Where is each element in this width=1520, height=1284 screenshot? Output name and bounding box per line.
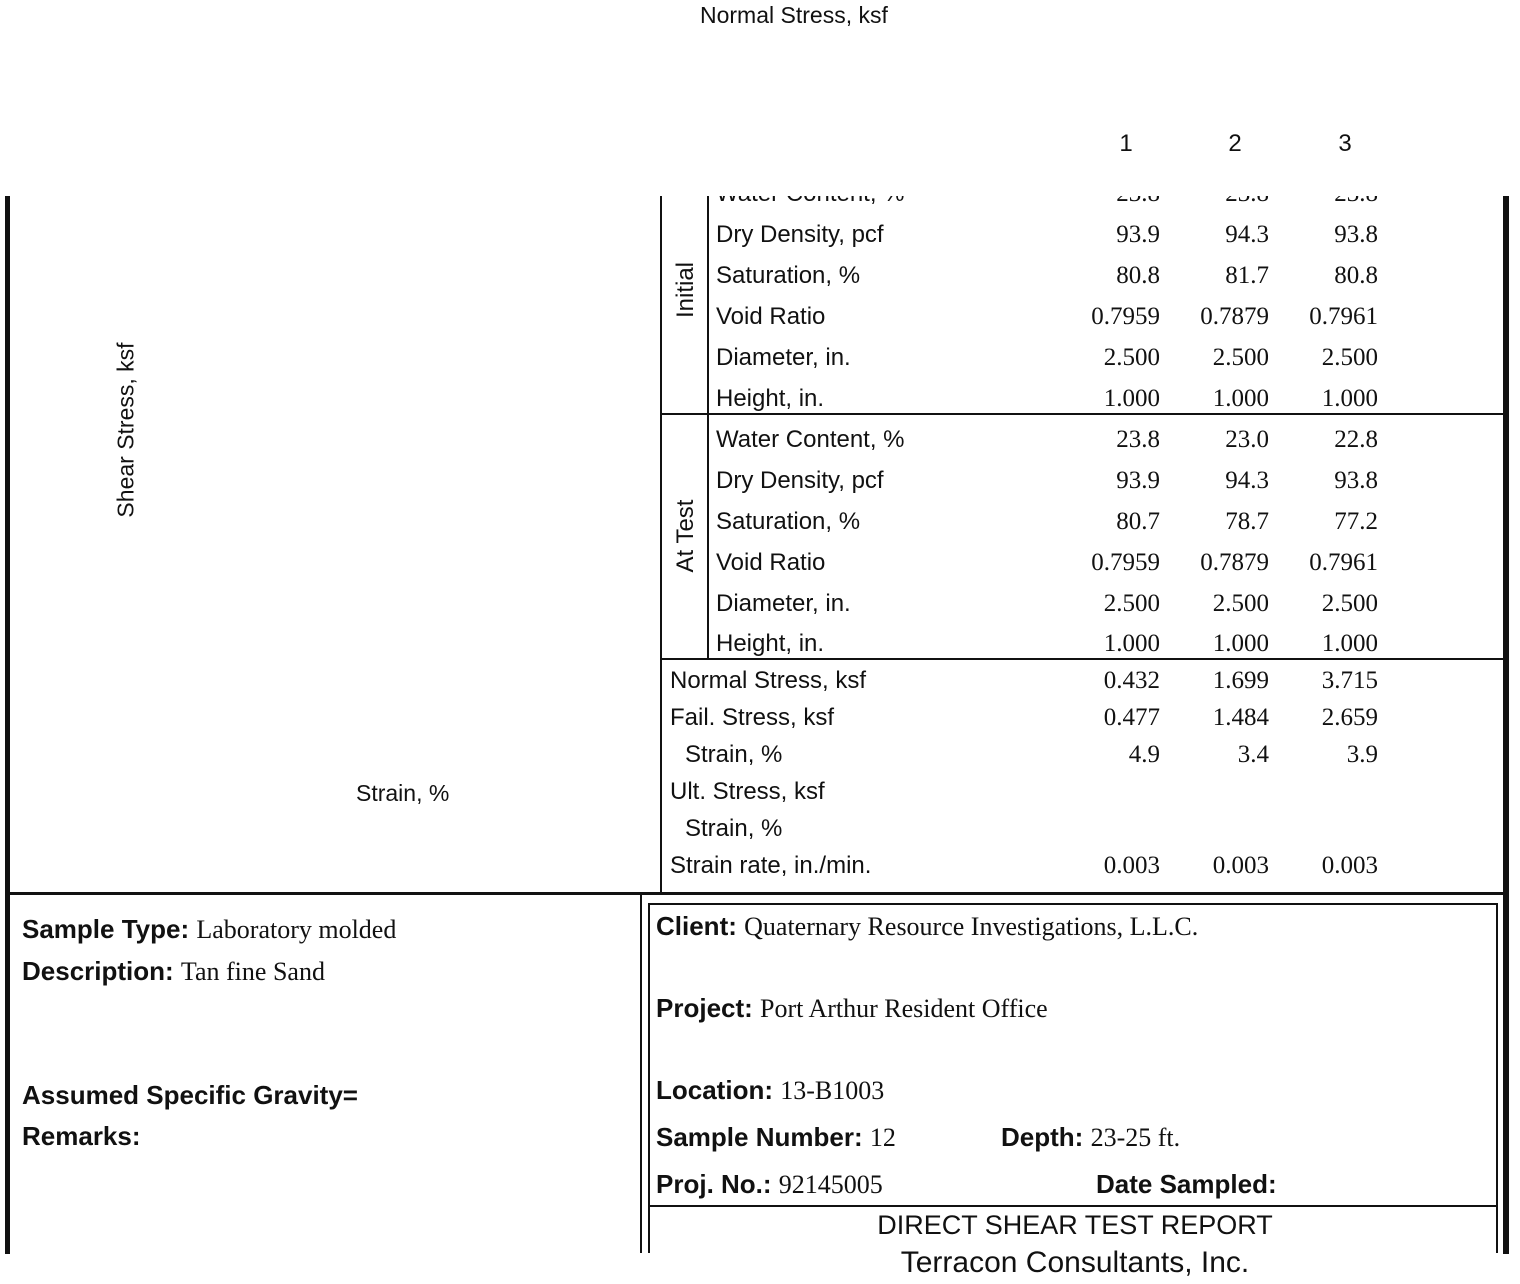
table-cell: 0.003 xyxy=(1103,852,1160,879)
table-cell: 93.8 xyxy=(1334,467,1378,494)
initial-group-label: Initial xyxy=(672,261,699,319)
table-row-label: Strain rate, in./min. xyxy=(670,852,872,879)
column-header-3: 3 xyxy=(1338,130,1352,157)
sample-type-value: Laboratory molded xyxy=(196,915,397,944)
client xyxy=(656,911,1198,942)
table-row-label: Water Content, % xyxy=(716,426,905,453)
table-cell: 1.000 xyxy=(1103,630,1160,657)
table-cell: 1.484 xyxy=(1212,704,1269,731)
project xyxy=(656,993,1048,1024)
shear-stress-axis-label: Shear Stress, ksf xyxy=(112,342,139,518)
info-left-border-inner xyxy=(648,903,650,1253)
table-cell: 2.500 xyxy=(1103,590,1160,617)
table-cell: 0.7961 xyxy=(1309,549,1378,576)
table-row-label: Dry Density, pcf xyxy=(716,467,884,494)
depth-label: Depth: xyxy=(1001,1122,1084,1152)
table-row-label: Saturation, % xyxy=(716,508,861,535)
proj-no-label: Proj. No.: xyxy=(656,1169,772,1199)
table-cell: 81.7 xyxy=(1225,262,1269,289)
column-header-1: 1 xyxy=(1119,130,1133,157)
table-cell: 80.8 xyxy=(1116,262,1160,289)
table-cell: 0.7879 xyxy=(1200,303,1269,330)
table-cell: 2.500 xyxy=(1212,344,1269,371)
table-cell: 1.000 xyxy=(1103,385,1160,412)
depth xyxy=(1001,1122,1180,1153)
bottom-section-rule xyxy=(5,892,1509,895)
at-test-bottom-rule xyxy=(660,658,1505,660)
table-cell: 1.000 xyxy=(1321,385,1378,412)
table-row-label: Ult. Stress, ksf xyxy=(670,778,825,805)
client-label: Client: xyxy=(656,911,737,941)
table-cell: 3.715 xyxy=(1321,667,1378,694)
info-right-border xyxy=(1496,903,1498,1253)
description-label: Description: xyxy=(22,956,174,986)
sample-number xyxy=(656,1122,896,1153)
table-row-label: Height, in. xyxy=(716,630,825,657)
report-title: DIRECT SHEAR TEST REPORT xyxy=(877,1210,1273,1240)
table-cell: 4.9 xyxy=(1128,741,1160,768)
table-cell: 94.3 xyxy=(1225,467,1269,494)
specific-gravity-label: Assumed Specific Gravity= xyxy=(22,1080,358,1110)
at-test-group-label: At Test xyxy=(672,499,699,573)
table-cell: 1.000 xyxy=(1321,630,1378,657)
project-value: Port Arthur Resident Office xyxy=(760,994,1048,1023)
table-cell: 0.7879 xyxy=(1200,549,1269,576)
table-row-label: Fail. Stress, ksf xyxy=(670,704,835,731)
strain-axis-label: Strain, % xyxy=(356,780,450,806)
table-row-label: Normal Stress, ksf xyxy=(670,667,867,694)
table-row-label: Dry Density, pcf xyxy=(716,221,884,248)
table-cell: 1.000 xyxy=(1212,630,1269,657)
table-cell: 94.3 xyxy=(1225,221,1269,248)
table-cell: 0.7959 xyxy=(1091,303,1160,330)
sample-type xyxy=(22,914,396,945)
specific-gravity xyxy=(22,1080,358,1111)
table-row-label: Void Ratio xyxy=(716,549,826,576)
table-cell: 2.500 xyxy=(1321,344,1378,371)
column-header-2: 2 xyxy=(1228,130,1242,157)
table-cell: 0.432 xyxy=(1103,667,1160,694)
depth-value: 23-25 ft. xyxy=(1090,1123,1181,1152)
table-cell: 23.8 xyxy=(1116,426,1160,453)
initial-bottom-rule xyxy=(660,413,1505,415)
client-value: Quaternary Resource Investigations, L.L.C. xyxy=(744,912,1199,941)
info-left-border-outer xyxy=(640,895,642,1253)
table-cell: 0.477 xyxy=(1103,704,1160,731)
table-cell: 2.500 xyxy=(1103,344,1160,371)
info-top-border xyxy=(648,903,1498,905)
proj-no xyxy=(656,1169,883,1200)
group-divider xyxy=(707,196,709,658)
description-value: Tan fine Sand xyxy=(180,957,325,986)
proj-no-value: 92145005 xyxy=(778,1170,883,1199)
company-name: Terracon Consultants, Inc. xyxy=(900,1246,1250,1279)
remarks xyxy=(22,1121,141,1152)
location xyxy=(656,1075,884,1106)
table-cell: 78.7 xyxy=(1225,508,1269,535)
table-cell: 22.8 xyxy=(1334,426,1378,453)
remarks-label: Remarks: xyxy=(22,1121,141,1151)
table-cell: 93.8 xyxy=(1334,221,1378,248)
table-cell: 93.9 xyxy=(1116,467,1160,494)
table-cell: 77.2 xyxy=(1334,508,1378,535)
table-row-label: Strain, % xyxy=(685,815,783,842)
table-cell: 0.003 xyxy=(1212,852,1269,879)
table-cell: 3.9 xyxy=(1346,741,1378,768)
left-border xyxy=(5,196,10,1254)
table-cell: 80.7 xyxy=(1116,508,1160,535)
table-cell: 23.0 xyxy=(1225,426,1269,453)
normal-stress-axis-label: Normal Stress, ksf xyxy=(700,2,888,28)
location-value: 13-B1003 xyxy=(780,1076,885,1105)
date-sampled-label: Date Sampled: xyxy=(1096,1169,1277,1199)
table-row-label: Strain, % xyxy=(685,741,783,768)
table-cell: 2.659 xyxy=(1321,704,1378,731)
description xyxy=(22,956,325,987)
table-cell: 0.7959 xyxy=(1091,549,1160,576)
table-cell: 2.500 xyxy=(1212,590,1269,617)
sample-number-value: 12 xyxy=(869,1123,896,1152)
date-sampled xyxy=(1096,1169,1277,1200)
table-cell: 80.8 xyxy=(1334,262,1378,289)
table-cell: 1.699 xyxy=(1212,667,1269,694)
table-cell: 3.4 xyxy=(1237,741,1269,768)
location-label: Location: xyxy=(656,1075,773,1105)
sample-number-label: Sample Number: xyxy=(656,1122,863,1152)
sample-type-label: Sample Type: xyxy=(22,914,190,944)
clip-mask xyxy=(0,160,1520,196)
table-row-label: Void Ratio xyxy=(716,303,826,330)
table-cell: 1.000 xyxy=(1212,385,1269,412)
table-left-border xyxy=(660,196,662,894)
right-border xyxy=(1503,196,1509,1254)
title-divider xyxy=(648,1205,1498,1207)
project-label: Project: xyxy=(656,993,753,1023)
table-cell: 0.7961 xyxy=(1309,303,1378,330)
table-cell: 0.003 xyxy=(1321,852,1378,879)
table-row-label: Diameter, in. xyxy=(716,590,851,617)
table-cell: 2.500 xyxy=(1321,590,1378,617)
table-row-label: Saturation, % xyxy=(716,262,861,289)
table-row-label: Diameter, in. xyxy=(716,344,851,371)
table-cell: 93.9 xyxy=(1116,221,1160,248)
table-row-label: Height, in. xyxy=(716,385,825,412)
